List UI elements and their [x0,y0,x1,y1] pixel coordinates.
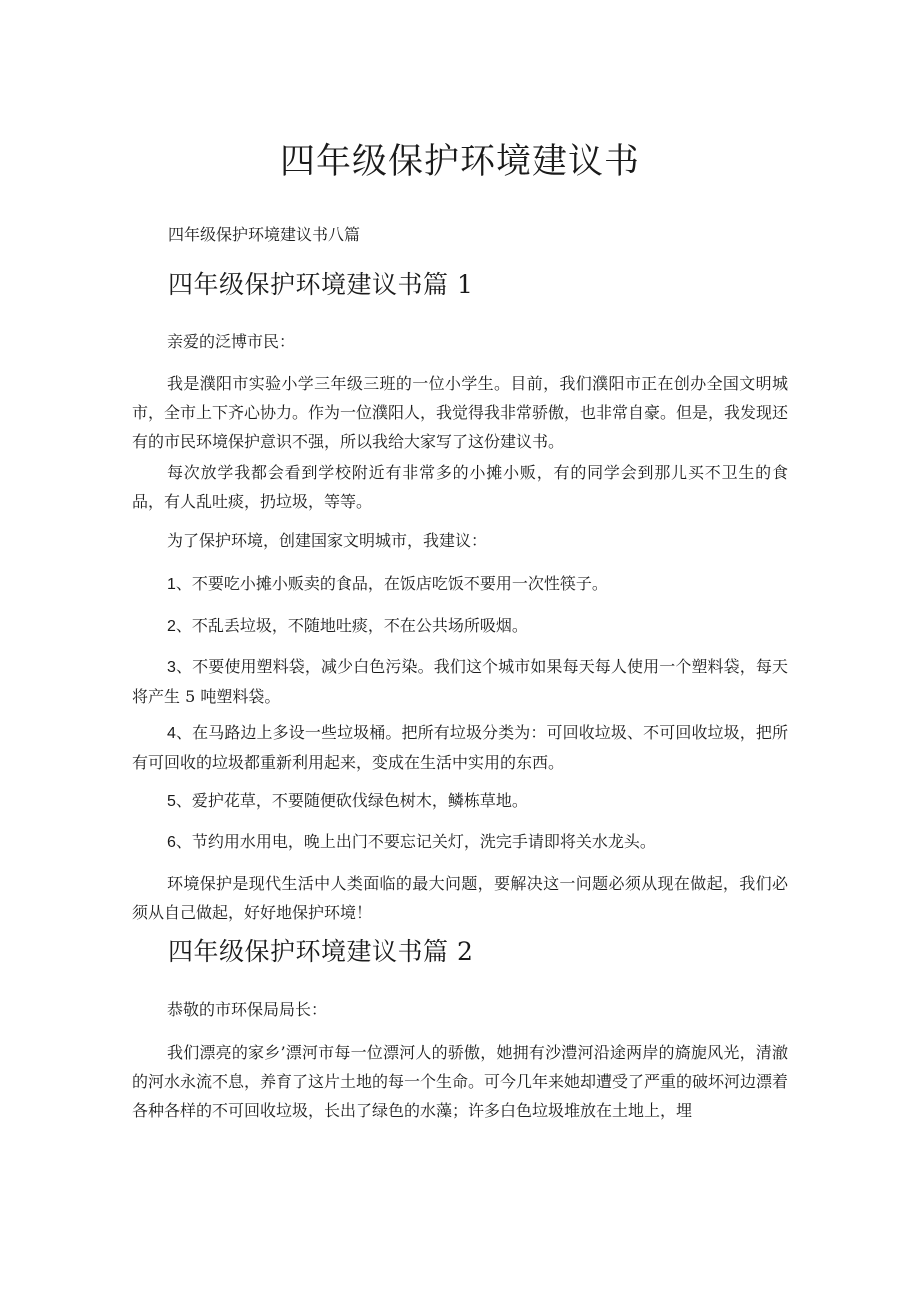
list-item [132,718,788,777]
paragraph: 我们漂亮的家乡’漂河市每一位漂河人的骄傲，她拥有沙澧河沿途两岸的旖旎风光，清澈的河水永流不息，养育了这片土地的每一个生命。可今几年来她却遭受了严重的破坏河边漂着各种各样的不可回收垃圾，长出了绿色的水藻；许多白色垃圾堆放在土地上，埋 [132,1043,789,1120]
paragraph: 我是濮阳市实验小学三年级三班的一位小学生。目前，我们濮阳市正在创办全国文明城市，全市上下齐心协力。作为一位濮阳人，我觉得我非常骄傲，也非常自豪。但是，我发现还有的市民环境保护意识不强，所以我给大家写了这份建议书。 [132,374,789,451]
list-item-number: 6 [167,834,176,851]
list-item-text: 、在马路边上多设一些垃圾桶。把所有垃圾分类为：可回收垃圾、不可回收垃圾，把所有可回收的垃圾都重新利用起来，变成在生活中实用的东西。 [132,723,788,772]
list-item-number: 4 [167,725,176,742]
list-item-number: 1 [167,576,176,593]
list-item [132,827,788,857]
list-item-number: 5 [167,793,176,810]
list-item-text: 、不要使用塑料袋，减少白色污染。我们这个城市如果每天每人使用一个塑料袋，每天将产生 5 吨塑料袋。 [132,657,788,706]
document-title: 四年级保护环境建议书 [279,142,640,182]
list-item [132,569,788,599]
list-item [132,786,788,816]
list-item-number: 3 [167,659,176,676]
list-item [132,652,788,711]
document-subtitle: 四年级保护环境建议书八篇 [168,225,361,244]
salutation: 恭敬的市环保局局长： [167,1000,328,1019]
section-heading: 四年级保护环境建议书篇 1 [168,270,474,299]
closing-paragraph: 环境保护是现代生活中人类面临的最大问题，要解决这一问题必须从现在做起，我们必须从自己做起，好好地保护环境！ [132,874,788,922]
list-item-text: 、不要吃小摊小贩卖的食品，在饭店吃饭不要用一次性筷子。 [175,574,608,593]
list-item [132,611,788,641]
list-item-text: 、爱护花草，不要随便砍伐绿色树木，鳞栋草地。 [175,791,528,810]
list-item-text: 、节约用水用电，晚上出门不要忘记关灯，洗完手请即将关水龙头。 [175,832,656,851]
list-item-text: 、不乱丢垃圾，不随地吐痰，不在公共场所吸烟。 [175,616,528,635]
paragraph: 每次放学我都会看到学校附近有非常多的小摊小贩，有的同学会到那儿买不卫生的食品，有人乱吐痰，扔垃圾，等等。 [132,463,788,511]
list-item-number: 2 [167,618,176,635]
section-heading: 四年级保护环境建议书篇 2 [168,937,474,966]
salutation: 亲爱的泛博市民： [167,332,296,351]
paragraph: 为了保护环境，创建国家文明城市，我建议： [167,531,488,550]
